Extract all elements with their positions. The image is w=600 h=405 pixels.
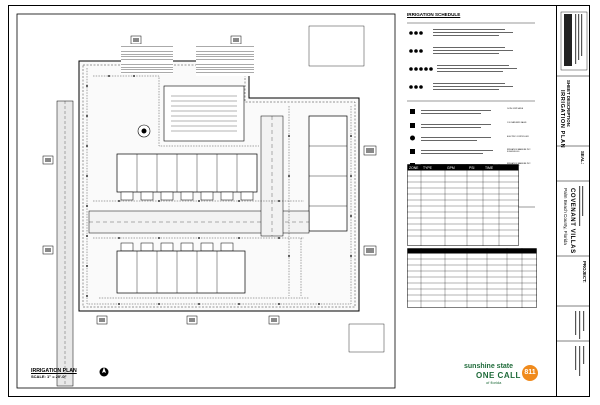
zone-table-1 bbox=[407, 164, 519, 246]
logo-line-2: ONE CALL bbox=[476, 371, 521, 380]
logo-badge-text: 811 bbox=[524, 369, 536, 376]
plan-title bbox=[31, 368, 77, 380]
schedule-valve-row: IRRIGATION MAINLINE PVC SCHEDULE 40 bbox=[507, 163, 531, 167]
zone-table-header: GPM bbox=[447, 166, 455, 170]
schedule-valve-row: 1/4 IN. DRIP VALVE bbox=[507, 108, 524, 110]
schedule-title: IRRIGATION SCHEDULE bbox=[407, 12, 461, 17]
zone-table-header: ZONE bbox=[409, 166, 419, 170]
general-notes-left bbox=[121, 44, 173, 74]
logo-badge bbox=[522, 365, 538, 381]
project-name: COVENANT VILLAS bbox=[569, 188, 575, 254]
plan-scale-text: SCALE: 1" = 20'-0" bbox=[31, 374, 67, 379]
schedule-valve-row: 1 IN. RAIN BIRD VALVE bbox=[507, 122, 527, 124]
irrigation-schedule bbox=[407, 12, 537, 392]
logo-line-1: sunshine state bbox=[464, 363, 514, 370]
zone-table-header: TYPE bbox=[423, 166, 432, 170]
title-block bbox=[556, 6, 589, 396]
general-notes-right bbox=[196, 44, 254, 76]
project-label: PROJECT: bbox=[582, 261, 587, 283]
zone-table-header: PSI bbox=[469, 166, 475, 170]
sheet-description-value: IRRIGATION PLAN bbox=[559, 90, 565, 149]
sunshine-811-logo bbox=[462, 361, 540, 389]
drawing-sheet bbox=[8, 5, 590, 397]
seal-label: SEAL: bbox=[580, 151, 585, 165]
sheet-description-label: SHEET DESCRIPTION: bbox=[566, 80, 571, 128]
zone-table-header: TIME bbox=[485, 166, 494, 170]
schedule-valve-row: IRRIGATION MAINLINE PVC SCHEDULE 40 bbox=[507, 149, 531, 153]
logo-line-3: of florida bbox=[486, 380, 502, 385]
project-location: Palm Beach County, Florida bbox=[563, 188, 568, 245]
zone-table-2 bbox=[407, 248, 537, 308]
schedule-valve-row: ELECTRIC CONTROLLER bbox=[507, 136, 529, 138]
plan-title-text: IRRIGATION PLAN bbox=[31, 368, 77, 374]
